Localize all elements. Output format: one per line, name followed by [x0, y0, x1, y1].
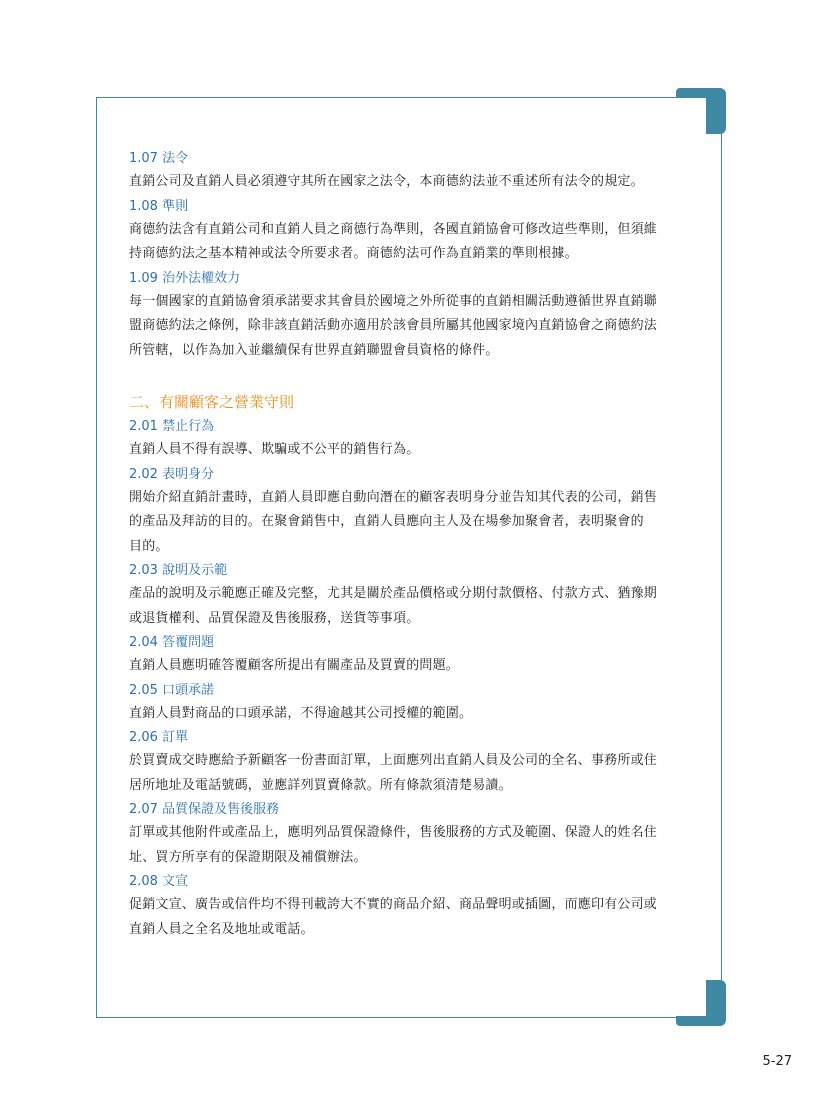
clause-text-line: 的產品及拜訪的目的。在聚會銷售中，直銷人員應向主人及在場參加聚會者，表明聚會的	[129, 514, 644, 529]
clause-heading: 2.04 答覆問題	[129, 635, 215, 650]
clause-text-line: 直銷人員應明確答覆顧客所提出有關產品及買賣的問題。	[129, 658, 460, 673]
clause-heading: 1.07 法令	[129, 151, 189, 166]
corner-tab-top	[706, 88, 726, 134]
clause-text-line: 直銷人員對商品的口頭承諾，不得逾越其公司授權的範圍。	[129, 705, 473, 721]
clause-heading: 2.05 口頭承諾	[129, 682, 215, 698]
clause-text-line: 或退貨權利、品質保證及售後服務，送貨等事項。	[129, 610, 420, 626]
section2	[129, 415, 691, 942]
clause-text-line: 促銷文宣、廣告或信件均不得刊載誇大不實的商品介紹、商品聲明或插圖，而應印有公司或	[129, 897, 658, 912]
clause-heading: 2.03 說明及示範	[129, 563, 228, 578]
page-number: 5-27	[762, 1054, 792, 1069]
section1	[129, 147, 691, 363]
clause-text-line: 持商德約法之基本精神或法令所要求者。商德約法可作為直銷業的準則根據。	[129, 246, 578, 261]
clause-text-line: 盟商德約法之條例，除非該直銷活動亦適用於該會員所屬其他國家境內直銷協會之商德約法	[129, 318, 658, 333]
corner-tab-bottom	[706, 980, 726, 1026]
clause-heading: 2.08 文宣	[129, 874, 189, 889]
clause-heading: 1.09 治外法權效力	[129, 270, 241, 286]
clause-text-line: 訂單或其他附件或產品上，應明列品質保證條件，售後服務的方式及範圍、保證人的姓名住	[129, 825, 658, 840]
clause-text-line: 址、買方所享有的保證期限及補償辦法。	[129, 849, 367, 865]
section2-title: 二、有關顧客之營業守則	[129, 393, 295, 411]
clause-text-line: 於買賣成交時應給予新顧客一份書面訂單，上面應列出直銷人員及公司的全名、事務所或住	[129, 753, 658, 768]
clause-text-line: 直銷人員不得有誤導、欺騙或不公平的銷售行為。	[129, 442, 420, 457]
clause-text-line: 所管轄，以作為加入並繼續保有世界直銷聯盟會員資格的條件。	[129, 342, 499, 358]
clause-heading: 2.02 表明身分	[129, 466, 215, 482]
clause-heading: 1.08 準則	[129, 198, 189, 214]
clause-text-line: 直銷公司及直銷人員必須遵守其所在國家之法令，本商德約法並不重述所有法令的規定。	[129, 174, 644, 189]
clause-text-line: 目的。	[129, 538, 169, 554]
clause-text-line: 商德約法含有直銷公司和直銷人員之商德行為準則，各國直銷協會可修改這些準則，但須維	[129, 221, 658, 237]
clause-text-line: 直銷人員之全名及地址或電話。	[129, 921, 314, 937]
clause-text-line: 居所地址及電話號碼，並應詳列買賣條款。所有條款須清楚易讀。	[129, 777, 512, 793]
clause-text-line: 開始介紹直銷計畫時，直銷人員即應自動向潛在的顧客表明身分並告知其代表的公司，銷售	[129, 489, 658, 505]
clause-text-line: 產品的說明及示範應正確及完整，尤其是關於產品價格或分期付款價格、付款方式、猶豫期	[129, 586, 658, 601]
clause-heading: 2.07 品質保證及售後服務	[129, 802, 280, 817]
document-content	[129, 147, 691, 942]
clause-text-line: 每一個國家的直銷協會須承諾要求其會員於國境之外所從事的直銷相關活動遵循世界直銷聯	[129, 293, 658, 309]
clause-heading: 2.06 訂單	[129, 730, 189, 745]
clause-heading: 2.01 禁止行為	[129, 419, 215, 434]
